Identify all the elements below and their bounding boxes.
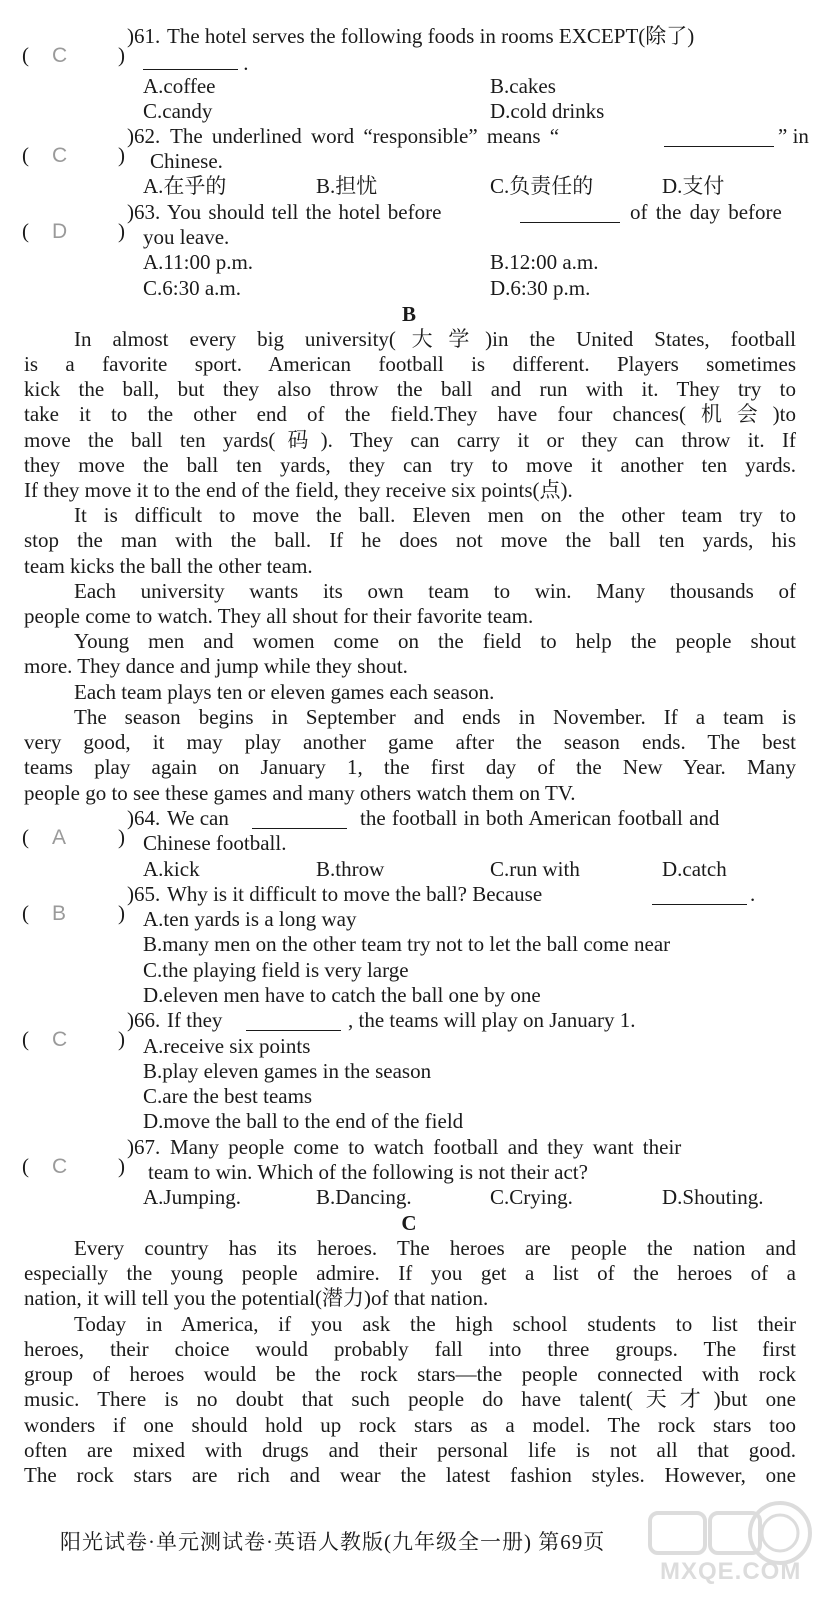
option-d: D.move the ball to the end of the field — [143, 1109, 464, 1133]
answer-mark: B — [52, 902, 67, 925]
answer-mark: C — [52, 44, 68, 67]
question-63: ( D ) )63. You should tell the hotel before of the day before — [22, 200, 782, 243]
option-c: C.6:30 a.m. — [143, 276, 241, 300]
option-d: D.6:30 p.m. — [490, 276, 591, 300]
passage-line: Every country has its heroes. The heroes are people the nation and — [74, 1236, 796, 1260]
option-d: D.catch — [662, 857, 727, 881]
passage-line: especially the young people admire. If you get a list of the heroes of a — [24, 1261, 796, 1285]
option-c: C.run with — [490, 857, 580, 881]
option-d: D.支付 — [662, 174, 725, 198]
option-c: C.the playing field is very large — [143, 958, 409, 982]
passage-line: stop the man with the ball. If he does not move the ball ten yards, his — [24, 528, 796, 552]
passage-line: In almost every big university(大学)in the United States, football — [74, 327, 796, 351]
question-66: ( C ) )66. If they , the teams will play on January 1. — [22, 1008, 636, 1051]
passage-line: It is difficult to move the ball. Eleven men on the other team try to — [74, 503, 796, 527]
option-c: C.are the best teams — [143, 1084, 313, 1108]
option-a: A.receive six points — [143, 1034, 311, 1058]
question-text: Many people come to watch football and they want their — [170, 1135, 682, 1159]
option-d: D.eleven men have to catch the ball one by one — [143, 983, 541, 1007]
passage-line: nation, it will tell you the potential(潜力)of that nation. — [24, 1286, 489, 1310]
option-b: B.12:00 a.m. — [490, 250, 599, 274]
question-text: You should tell the hotel before — [167, 200, 442, 224]
passage-line: Today in America, if you ask the high school students to list their — [74, 1312, 796, 1336]
option-d: D.cold drinks — [490, 99, 605, 123]
passage-line: Young men and women come on the field to help the people shout — [74, 629, 796, 653]
passage-line: heroes, their choice would probably fall into three groups. The first — [24, 1337, 796, 1361]
question-67: ( C ) )67. Many people come to watch football and they want their — [22, 1135, 682, 1178]
option-b: B.throw — [316, 857, 385, 881]
passage-line: team kicks the ball the other team. — [24, 554, 313, 578]
option-c: C.Crying. — [490, 1185, 573, 1209]
watermark-logo — [640, 1488, 825, 1588]
answer-mark: C — [52, 1155, 68, 1178]
option-d: D.Shouting. — [662, 1185, 764, 1209]
question-text: We can — [167, 806, 229, 830]
passage-line: Each team plays ten or eleven games each season. — [74, 680, 495, 704]
passage-line: teams play again on January 1, the first day of the New Year. Many — [24, 755, 796, 779]
passage-line: The rock stars are rich and wear the latest fashion styles. However, one — [24, 1463, 796, 1487]
answer-mark: D — [52, 220, 68, 243]
answer-mark: C — [52, 1028, 68, 1051]
question-text: If they — [167, 1008, 223, 1032]
option-a: A.Jumping. — [143, 1185, 242, 1209]
passage-line: move the ball ten yards(码). They can carry it or they can throw it. If — [24, 428, 796, 452]
option-c: C.candy — [143, 99, 213, 123]
question-text: The hotel serves the following foods in rooms EXCEPT(除了) — [167, 24, 695, 48]
option-a: A.coffee — [143, 74, 216, 98]
answer-blank: . — [143, 49, 249, 74]
passage-line: people go to see these games and many others watch them on TV. — [24, 781, 576, 805]
passage-line: people come to watch. They all shout for their favorite team. — [24, 604, 534, 628]
passage-line: very good, it may play another game after the season ends. The best — [24, 730, 796, 754]
option-b: B.play eleven games in the season — [143, 1059, 432, 1083]
passage-line: wonders if one should hold up rock stars as a model. The rock stars too — [24, 1413, 796, 1437]
option-b: B.Dancing. — [316, 1185, 412, 1209]
option-a: A.在乎的 — [143, 174, 227, 198]
question-62: ( C ) )62. The underlined word “responsible” means “ ” in — [22, 124, 809, 167]
section-b-label: B — [401, 302, 416, 326]
answer-mark: A — [52, 826, 67, 849]
passage-line: music. There is no doubt that such people do have talent(天才)but one — [24, 1387, 796, 1411]
question-65: ( B ) )65. Why is it difficult to move the ball? Because . — [22, 882, 756, 925]
option-a: A.kick — [143, 857, 200, 881]
question-64: ( A ) )64. We can the football in both American football and — [22, 806, 720, 849]
watermark-text: MXQE.COM — [660, 1558, 802, 1585]
question-61: ( C ) )61. The hotel serves the following foods in rooms EXCEPT(除了) — [22, 24, 695, 67]
exam-page: ( C ) )61. The hotel serves the following foods in rooms EXCEPT(除了) . A.coffee B.cakes C.candy D.cold drinks ( C ) )62. The underlined word “responsible” means “ ” in Chinese. A.在乎的 B.担忧 C.负责任的 D.支付 ( D ) )63. You should tell the hotel before of the day before you leave. A.11:00 p.m. B.12:00 a.m. C.6:30 a.m. D.6:30 p.m. B In almost every big university(大学)in the United States, football is a favorite sport. American football is different. Players sometimes kick the ball, but they also throw the ball and run with it. They try to take it to the other end of the field.They have four chances(机会)to move the ball ten yards(码). They can carry it or they can throw it. If they move the ball ten yards, they can try to move it another ten yards. If they move it to the end of the field, they receive six points(点). It is difficult to move the ball. Eleven men on the other team try to stop the man with the ball. If he does not move the ball ten yards, his team kicks the ball the other team. Each university wants its own team to win. Many thousands of people come to watch. They all shout for their favorite team. Young men and women come on the field to help the people shout more. They dance and jump while they shout. Each team plays ten or eleven games each season. The season begins in September and ends in November. If a team is very good, it may play another game after the season ends. The best teams play again on January 1, the first day of the New Year. Many people go to see these games and many others watch them on TV. ( A ) )64. We can the football in both American football and Chinese football. A.kick B.throw C.run with D.catch ( B ) )65. Why is it difficult to move the ball? Because . A.ten yards is a long way B.many men on the other team try not to let the ball come near C.the playing field is very large D.eleven men have to catch the ball one by one ( C ) )66. If they , the teams will play on January 1. A.receive six points B.play eleven games in the season C.are the best teams D.move the ball to the end of the field ( C ) )67. Many people come to watch football and they want their team to win. Which of the following is not their act? A.Jumping. B.Dancing. C.Crying. D.Shouting. C Every country has its heroes. The heroes are people the nation and especially the young people admire. If you get a list of the heroes of a nation, it will tell you the potential(潜力)of that nation. Today in America, if you ask the high school students to list their heroes, their choice would probably fall into three groups. The first group of heroes would be the rock stars—the people connected with rock music. There is no doubt that such people do have talent(天才)but one wonders if one should hold up rock stars as a model. The rock stars too often are mixed with drugs and their personal life is not all that good. The rock stars are rich and wear the latest fashion styles. However, one 阳光试卷·单元测试卷·英语人教版(九年级全一册) 第69页 MXQE.COM — [0, 0, 833, 1600]
answer-mark: C — [52, 144, 68, 167]
passage-line: more. They dance and jump while they shout. — [24, 654, 408, 678]
option-b: B.many men on the other team try not to let the ball come near — [143, 932, 671, 956]
passage-line: is a favorite sport. American football is different. Players sometimes — [24, 352, 796, 376]
page-footer: 阳光试卷·单元测试卷·英语人教版(九年级全一册) 第69页 — [60, 1530, 606, 1554]
passage-line: If they move it to the end of the field, they receive six points(点). — [24, 478, 573, 502]
passage-line: Each university wants its own team to win. Many thousands of — [74, 579, 796, 603]
passage-line: The season begins in September and ends in November. If a team is — [74, 705, 796, 729]
option-b: B.担忧 — [316, 174, 378, 198]
passage-line: often are mixed with drugs and their personal life is not all that good. — [24, 1438, 796, 1462]
section-c-label: C — [401, 1211, 417, 1235]
passage-line: group of heroes would be the rock stars—the people connected with rock — [24, 1362, 796, 1386]
option-b: B.cakes — [490, 74, 556, 98]
option-c: C.负责任的 — [490, 174, 594, 198]
option-a: A.ten yards is a long way — [143, 907, 357, 931]
passage-line: they move the ball ten yards, they can try to move it another ten yards. — [24, 453, 796, 477]
question-text: Why is it difficult to move the ball? Because — [167, 882, 543, 906]
passage-line: take it to the other end of the field.They have four chances(机会)to — [24, 402, 796, 426]
option-a: A.11:00 p.m. — [143, 250, 254, 274]
question-text: The underlined word “responsible” means “ — [170, 124, 560, 148]
passage-line: kick the ball, but they also throw the ball and run with it. They try to — [24, 377, 796, 401]
